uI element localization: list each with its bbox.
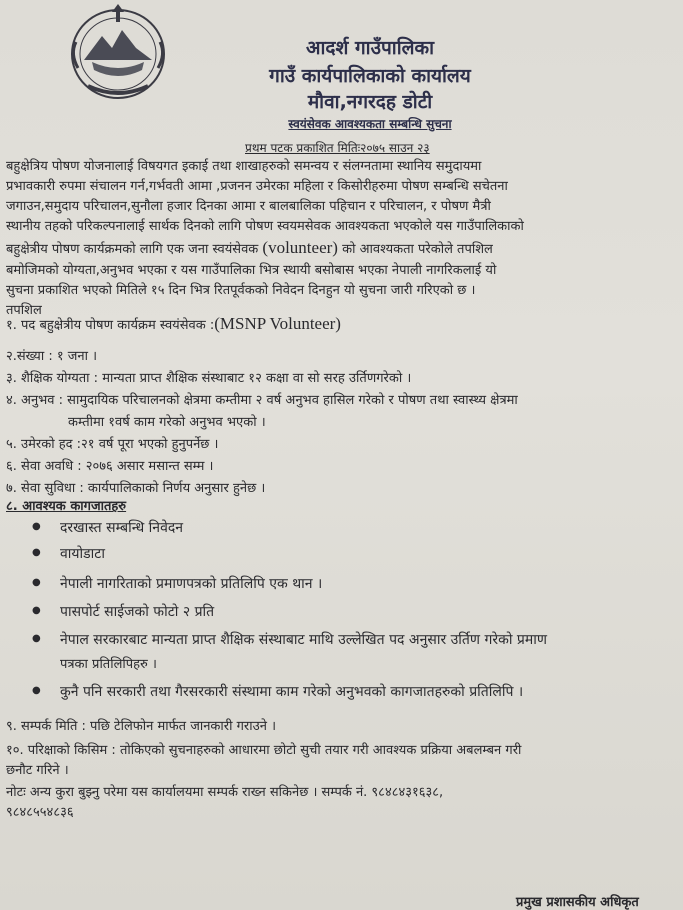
body-line: स्थानीय तहको परिकल्पनालाई सार्थक दिनको लागि पोषण स्वयमसेवक आवश्यकता भएकोले यस गाउँपालिकाको xyxy=(6,219,524,234)
exam-type: १०. परिक्षाको किसिम : तोकिएको सुचनाहरुको आधारमा छोटो सुची तयार गरी आवश्यक प्रक्रिया अबलम्बन गरी xyxy=(6,743,522,758)
exam-type-cont: छनौट गरिने । xyxy=(6,763,69,778)
nepal-emblem-icon xyxy=(62,2,174,102)
doc-item-text: नेपाल सरकारबाट मान्यता प्राप्त शैक्षिक संस्थाबाट माथि उल्लेखित पद अनुसार उर्तिण गरेको प्रमाण xyxy=(60,632,548,648)
doc-item-cont: पत्रका प्रतिलिपिहरु । xyxy=(60,657,157,672)
doc-item-text: वायोडाटा xyxy=(60,546,105,562)
note-phone: ९८४८५५४८३६ xyxy=(6,805,74,820)
item-post xyxy=(6,314,341,334)
body-line xyxy=(6,238,493,258)
office-address: मौवा,नगरदह डोटी xyxy=(307,91,433,113)
body-line-tail: को आवश्यकता परेकोले तपशिल xyxy=(337,242,493,257)
item-age: ५. उमेरको हद :२१ वर्ष पूरा भएको हुनुपर्नेछ । xyxy=(6,437,219,452)
doc-item-text: नेपाली नागरिताको प्रमाणपत्रको प्रतिलिपि एक थान । xyxy=(60,576,323,592)
body-line: तपशिल xyxy=(6,303,42,318)
post-english: (MSNP Volunteer) xyxy=(214,314,341,333)
body-line: प्रभावकारी रुपमा संचालन गर्न,गर्भवती आमा ,प्रजनन उमेरका महिला र किसोरीहरुमा पोषण सम्बन्धि सचेतना xyxy=(6,179,508,194)
body-line: सुचना प्रकाशित भएको मितिले १५ दिन भित्र रितपूर्वकको निवेदन दिनहुन यो सुचना जारी गरिएको छ । xyxy=(6,283,476,298)
item-post-label: १. पद बहुक्षेत्रीय पोषण कार्यक्रम स्वयंसेवक : xyxy=(6,318,215,333)
doc-item-text: पासपोर्ट साईजको फोटो २ प्रति xyxy=(60,604,215,620)
item-duration: ६. सेवा अवधि : २०७६ असार मसान्त सम्म । xyxy=(6,459,214,474)
notice-subject: स्वयंसेवक आवश्यकता सम्बन्धि सुचना xyxy=(288,117,452,131)
contact-date: ९. सम्पर्क मिति : पछि टेलिफोन मार्फत जानकारी गराउने । xyxy=(6,719,276,734)
note-line: नोटः अन्य कुरा बुझ्नु परेमा यस कार्यालयमा सम्पर्क राख्न सकिनेछ । सम्पर्क नं. ९८४८४३१६३८, xyxy=(6,785,444,800)
body-line: बहुक्षेत्रिय पोषण योजनालाई विषयगत इकाई तथा शाखाहरुको समन्वय र संलग्नतामा स्थानिय समुदायमा xyxy=(6,159,482,174)
item-experience: ४. अनुभव : सामुदायिक परिचालनको क्षेत्रमा कम्तीमा २ वर्ष अनुभव हासिल गरेको र पोषण तथा स्वास्थ्य क्षेत्रमा xyxy=(6,393,518,408)
publication-date: प्रथम पटक प्रकाशित मितिः२०७५ साउन २३ xyxy=(245,141,430,155)
doc-item-text: दरखास्त सम्बन्धि निवेदन xyxy=(60,520,184,536)
doc-item-text: कुनै पनि सरकारी तथा गैरसरकारी संस्थामा काम गरेको अनुभवको कागजातहरुको प्रतिलिपि । xyxy=(60,684,524,700)
item-count: २.संख्या : १ जना । xyxy=(6,349,98,364)
body-line-text: बहुक्षेत्रीय पोषण कार्यक्रमको लागि एक जना स्वयंसेवक xyxy=(6,242,259,257)
signature-title: प्रमुख प्रशासकीय अधिकृत xyxy=(516,895,639,910)
item-qualification: ३. शैक्षिक योग्यता : मान्यता प्राप्त शैक्षिक संस्थाबाट १२ कक्षा वा सो सरह उर्तिणगरेको । xyxy=(6,371,412,386)
body-line: बमोजिमको योग्यता,अनुभव भएका र यस गाउँपालिका भित्र स्थायी बसोबास भएका नेपाली नागरिकलाई यो xyxy=(6,263,497,278)
municipality-name: आदर्श गाउँपालिका xyxy=(305,37,435,59)
volunteer-word: (volunteer) xyxy=(262,238,338,257)
office-name: गाउँ कार्यपालिकाको कार्यालय xyxy=(269,65,471,87)
item-facility: ७. सेवा सुविधा : कार्यपालिकाको निर्णय अनुसार हुनेछ । xyxy=(6,481,266,496)
item-experience-cont: कम्तीमा १वर्ष काम गरेको अनुभव भएको । xyxy=(68,415,266,430)
body-line: जगाउन,समुदाय परिचालन,सुनौला हजार दिनका आमा र बालबालिका पहिचान र परिचालन, र पोषण मैत्री xyxy=(6,199,491,214)
docs-heading: ८. आवश्यक कागजातहरु xyxy=(6,499,127,514)
